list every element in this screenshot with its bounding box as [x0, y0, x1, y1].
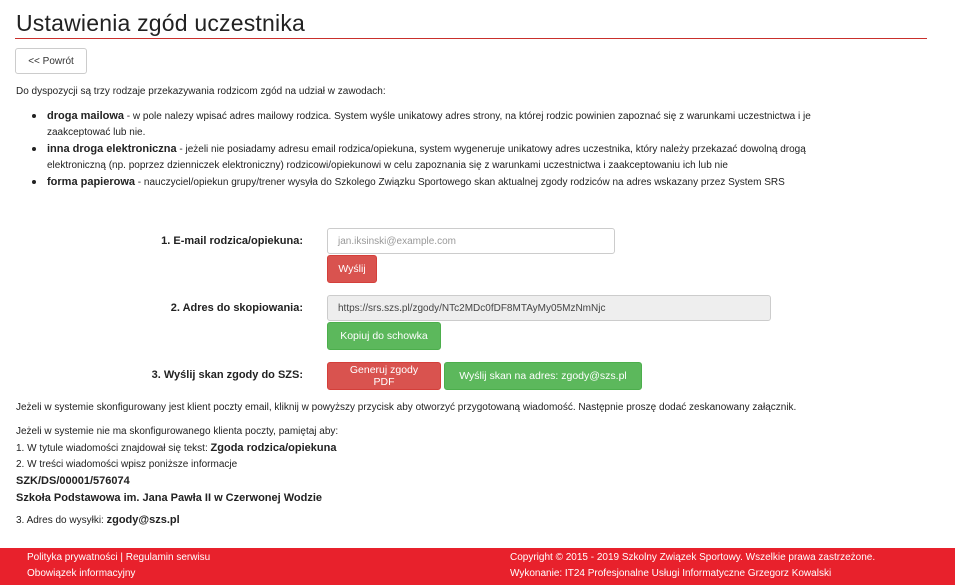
instructions-block — [16, 424, 338, 507]
list-item — [29, 174, 909, 191]
email-input[interactable]: jan.iksinski@example.com — [327, 228, 615, 254]
option-text-cont: elektroniczną (np. poprzez dzienniczek elektroniczny) rodzicowi/opiekunowi w celu zapoznania się z warunkami uczestnictwa i zaakceptowaniu ich lub nie — [47, 160, 728, 171]
page-title: Ustawienia zgód uczestnika — [16, 10, 306, 36]
step-3-address: zgody@szs.pl — [106, 514, 180, 526]
bullet-icon — [32, 180, 36, 184]
footer-credits — [510, 550, 875, 582]
instructions-heading: Jeżeli w systemie nie ma skonfigurowanego klienta poczty, pamiętaj aby: — [16, 426, 339, 437]
list-item — [29, 141, 909, 174]
school-name: Szkoła Podstawowa im. Jana Pawła II w Czerwonej Wodzie — [16, 492, 323, 504]
option-title: droga mailowa — [47, 110, 125, 122]
participant-code: SZK/DS/00001/576074 — [16, 475, 130, 487]
copy-to-clipboard-button[interactable]: Kopiuj do schowka — [327, 322, 441, 350]
generate-pdf-button[interactable]: Generuj zgody PDF — [327, 362, 441, 390]
intro-text: Do dyspozycji są trzy rodzaje przekazywania rodzicom zgód na udział w zawodach: — [16, 86, 386, 97]
terms-link[interactable]: Regulamin serwisu — [125, 552, 211, 563]
step-3-block — [16, 512, 180, 529]
option-title: inna droga elektroniczna — [47, 143, 177, 155]
privacy-policy-link[interactable]: Polityka prywatności — [27, 552, 118, 563]
bullet-icon — [32, 147, 36, 151]
options-list — [29, 108, 909, 191]
email-client-info: Jeżeli w systemie skonfigurowany jest klient poczty email, kliknij w powyższy przycisk aby otworzyć przygotowaną wiadomość. Następnie proszę dodać zeskanowany załącznik. — [16, 402, 797, 413]
list-item — [29, 108, 909, 141]
footer-separator: | — [117, 552, 126, 563]
option-text-cont: zaakceptować lub nie. — [47, 127, 146, 138]
step-2-text: 2. W treści wiadomości wpisz poniższe informacje — [16, 459, 238, 470]
footer-links — [27, 550, 210, 582]
copyright-text: Copyright © 2015 - 2019 Szkolny Związek Sportowy. Wszelkie prawa zastrzeżone. — [510, 552, 876, 563]
send-scan-label: 3. Wyślij skan zgody do SZS: — [151, 369, 303, 381]
copy-address-label: 2. Adres do skopiowania: — [170, 302, 303, 314]
send-email-button[interactable]: Wyślij — [327, 255, 377, 283]
information-duty-link[interactable]: Obowiązek informacyjny — [27, 568, 136, 579]
option-title: forma papierowa — [47, 176, 136, 188]
title-divider — [15, 38, 927, 39]
step-3-prefix: 3. Adres do wysyłki: — [16, 515, 107, 526]
email-label: 1. E-mail rodzica/opiekuna: — [161, 235, 303, 247]
option-text: - jeżeli nie posiadamy adresu email rodzica/opiekuna, system wygeneruje unikatowy adres uczestnika, który należy przekazać dowolną drogą — [176, 144, 806, 155]
bullet-icon — [32, 114, 36, 118]
option-text: - w pole nalezy wpisać adres mailowy rodzica. System wyśle unikatowy adres strony, na której rodzic powinien zapoznać się z warunkami uczestnictwa i je — [124, 111, 811, 122]
copy-address-field[interactable]: https://srs.szs.pl/zgody/NTc2MDc0fDF8MTAyMy05MzNmNjc — [327, 295, 771, 321]
footer — [0, 548, 955, 585]
step-1-prefix: 1. W tytule wiadomości znajdował się tekst: — [16, 443, 211, 454]
author-text: Wykonanie: IT24 Profesjonalne Usługi Informatyczne Grzegorz Kowalski — [510, 568, 832, 579]
back-button[interactable]: << Powrót — [15, 48, 87, 74]
step-1-subject: Zgoda rodzica/opiekuna — [210, 442, 337, 454]
option-text: - nauczyciel/opiekun grupy/trener wysyła do Szkolego Związku Sportowego skan aktualnej zgody rodziców na adres wskazany przez System SRS — [135, 177, 785, 188]
send-scan-button[interactable]: Wyślij skan na adres: zgody@szs.pl — [444, 362, 642, 390]
